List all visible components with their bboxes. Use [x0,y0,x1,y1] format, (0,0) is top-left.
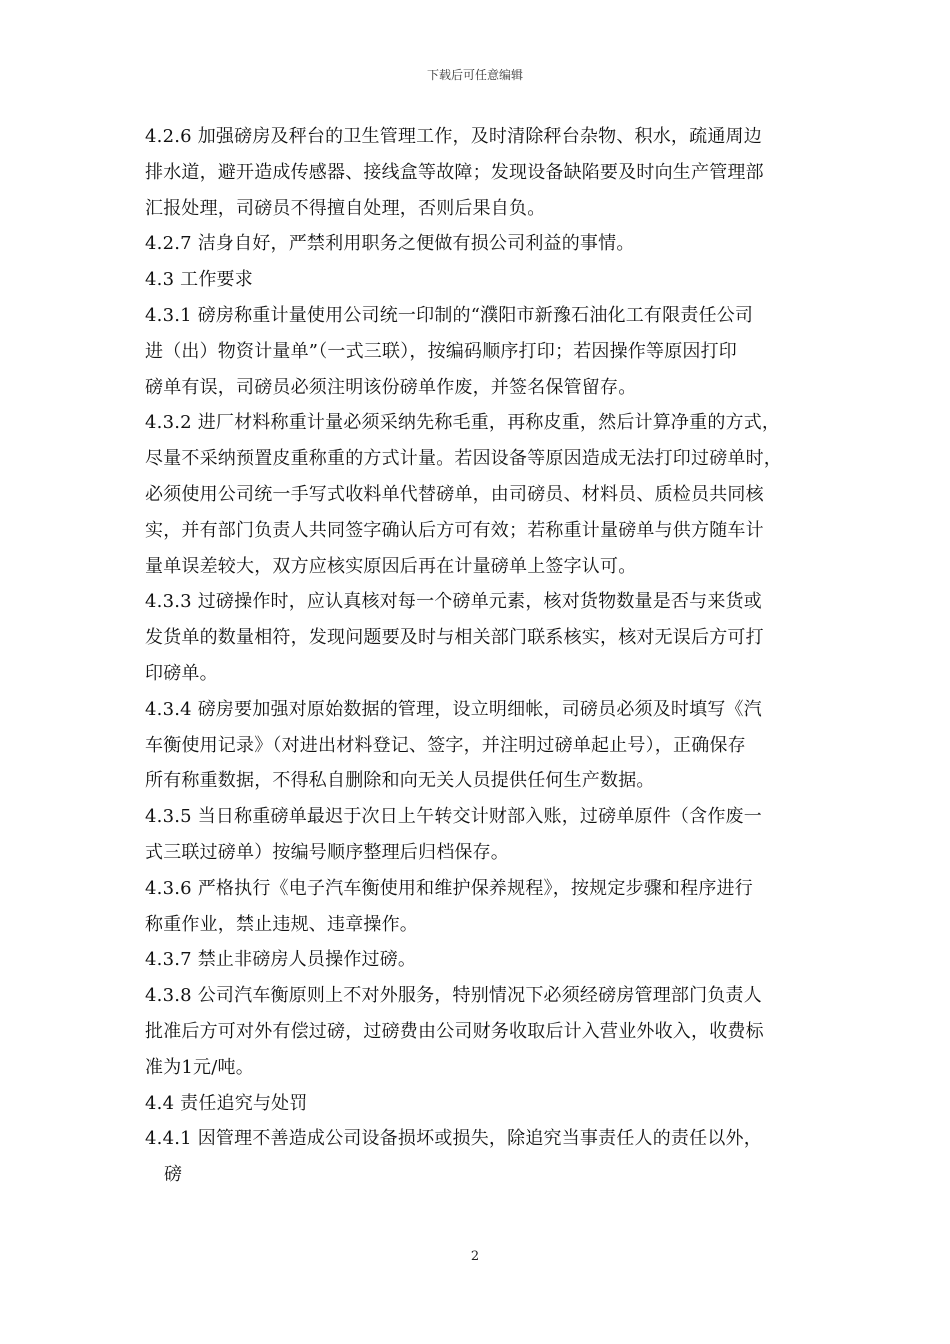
paragraph [145,871,805,943]
paragraph-line: 所有称重数据，不得私自删除和向无关人员提供任何生产数据。 [145,770,655,792]
paragraph-line: 发货单的数量相符，发现问题要及时与相关部门联系核实，核对无误后方可打 [145,627,764,649]
paragraph-line: 4.3.2 进厂材料称重计量必须采纳先称毛重，再称皮重，然后计算净重的方式， [145,412,781,434]
paragraph-line: 4.3 工作要求 [145,269,253,291]
paragraph [145,692,805,799]
paragraph-line: 批准后方可对外有偿过磅，过磅费由公司财务收取后计入营业外收入，收费标 [145,1020,764,1042]
paragraph-line: 4.3.7 禁止非磅房人员操作过磅。 [145,949,417,971]
page-number: 2 [470,1249,480,1264]
paragraph [145,978,805,1085]
paragraph [145,119,805,226]
paragraph [145,262,805,298]
paragraph-line: 准为1元/吨。 [145,1056,254,1078]
paragraph-line: 式三联过磅单）按编号顺序整理后归档保存。 [145,841,509,863]
page-header: 下载后可任意编辑 [426,68,523,82]
paragraph [145,1121,805,1193]
paragraph-line: 尽量不采纳预置皮重称重的方式计量。若因设备等原因造成无法打印过磅单时， [145,448,782,470]
paragraph-line: 磅单有误，司磅员必须注明该份磅单作废，并签名保管留存。 [145,376,637,398]
paragraph-line: 排水道，避开造成传感器、接线盒等故障；发现设备缺陷要及时向生产管理部 [145,161,764,183]
paragraph-line: 磅 [164,1164,183,1186]
paragraph-line: 4.4 责任追究与处罚 [145,1092,308,1114]
paragraph [145,226,805,262]
paragraph-line: 4.3.8 公司汽车衡原则上不对外服务，特别情况下必须经磅房管理部门负责人 [145,985,762,1007]
paragraph-line: 4.3.6 严格执行《电子汽车衡使用和维护保养规程》，按规定步骤和程序进行 [145,877,753,899]
paragraph-line: 4.4.1 因管理不善造成公司设备损坏或损失，除追究当事责任人的责任以外， [145,1128,762,1150]
paragraph [145,584,805,691]
paragraph-line: 实，并有部门负责人共同签字确认后方可有效；若称重计量磅单与供方随车计 [145,519,764,541]
paragraph [145,405,805,584]
paragraph-line: 必须使用公司统一手写式收料单代替磅单，由司磅员、材料员、质检员共同核 [145,483,764,505]
paragraph-line: 称重作业，禁止违规、违章操作。 [145,913,418,935]
paragraph-line: 4.3.1 磅房称重计量使用公司统一印制的“濮阳市新豫石油化工有限责任公司 [145,304,754,326]
paragraph-line: 进（出）物资计量单”（一式三联），按编码顺序打印；若因操作等原因打印 [145,340,737,362]
paragraph-line: 汇报处理，司磅员不得擅自处理，否则后果自负。 [145,197,546,219]
paragraph-line: 4.3.4 磅房要加强对原始数据的管理，设立明细帐，司磅员必须及时填写《汽 [145,698,762,720]
paragraph-line: 4.3.3 过磅操作时，应认真核对每一个磅单元素，核对货物数量是否与来货或 [145,591,762,613]
paragraph-line: 印磅单。 [145,662,218,684]
paragraph-line: 4.2.7 洁身自好，严禁利用职务之便做有损公司利益的事情。 [145,233,635,255]
paragraph [145,942,805,978]
paragraph [145,1086,805,1122]
paragraph-line: 量单误差较大，双方应核实原因后再在计量磅单上签字认可。 [145,555,637,577]
paragraph-line: 4.3.5 当日称重磅单最迟于次日上午转交计财部入账，过磅单原件（含作废一 [145,806,762,828]
paragraph-line: 4.2.6 加强磅房及秤台的卫生管理工作，及时清除秤台杂物、积水，疏通周边 [145,126,762,147]
paragraph-line: 车衡使用记录》（对进出材料登记、签字，并注明过磅单起止号），正确保存 [145,734,746,756]
paragraph [145,799,805,871]
document-body [145,119,805,1193]
paragraph [145,298,805,405]
